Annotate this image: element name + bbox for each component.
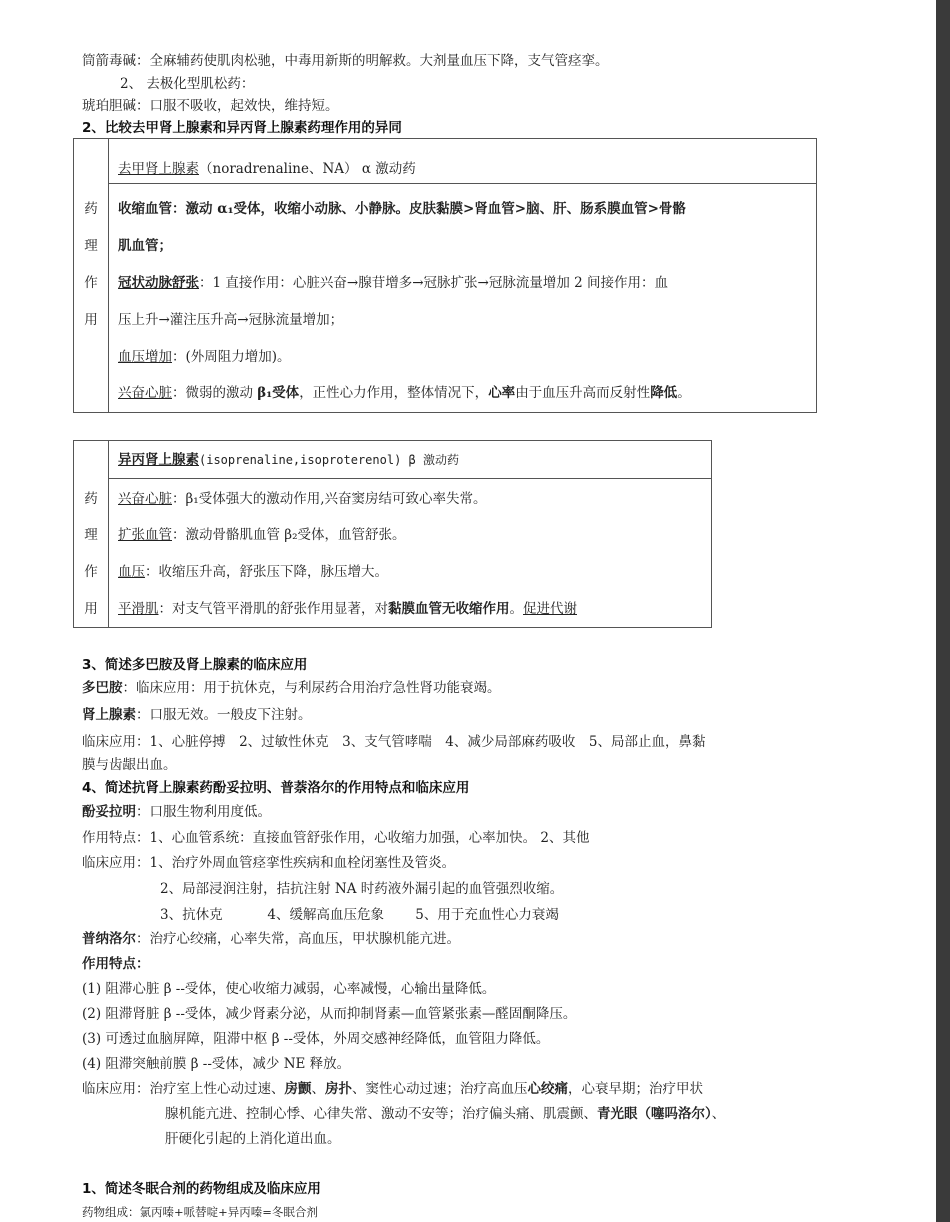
cell-text: ：收缩压升高，舒张压下降，脉压增大。 bbox=[145, 564, 388, 580]
text-line bbox=[82, 803, 271, 821]
table-cell bbox=[118, 384, 691, 402]
cell-label: 冠状动脉舒张 bbox=[118, 275, 199, 291]
table-cell: 收缩血管：激动 α₁受体，收缩小动脉、小静脉。皮肤黏膜>肾血管>脑、肝、肠系膜血管>骨骼 bbox=[118, 201, 686, 217]
text-line bbox=[82, 679, 501, 697]
section-heading: 4、简述抗肾上腺素药酚妥拉明、普萘洛尔的作用特点和临床应用 bbox=[82, 780, 470, 796]
table-divider bbox=[108, 478, 711, 479]
table-cell bbox=[118, 274, 668, 292]
term-text: ：治疗心绞痛，心率失常，高血压，甲状腺机能亢进。 bbox=[136, 931, 460, 947]
text-line: 琥珀胆碱：口服不吸收，起效快，维持短。 bbox=[82, 98, 339, 114]
term-label: 肾上腺素 bbox=[82, 707, 136, 723]
table-divider bbox=[108, 440, 109, 627]
text-run: 腺机能亢进、控制心悸、心律失常、激动不安等；治疗偏头痛、肌震颤、 bbox=[165, 1106, 597, 1122]
text-line: 临床应用：1、心脏停搏 2、过敏性休克 3、支气管哮喘 4、减少局部麻药吸收 5、局部止血，鼻黏 bbox=[82, 734, 706, 750]
cell-text: ：β₁受体强大的激动作用,兴奋窦房结可致心率失常。 bbox=[172, 491, 487, 507]
text-line: 筒箭毒碱：全麻辅药使肌肉松驰，中毒用新斯的明解救。大剂量血压下降，支气管痉挛。 bbox=[82, 53, 609, 69]
text-run: ，心衰早期；治疗甲状 bbox=[568, 1081, 703, 1097]
cell-label: 扩张血管 bbox=[118, 527, 172, 543]
text-run: 心绞痛 bbox=[527, 1081, 568, 1097]
drug-description: (isoprenaline,isoproterenol) β 激动药 bbox=[199, 453, 459, 467]
text-line: 膜与齿龈出血。 bbox=[82, 757, 177, 773]
cell-text: ：(外周阻力增加)。 bbox=[172, 349, 291, 365]
cell-label: 兴奋心脏 bbox=[118, 385, 172, 401]
side-label: 理 bbox=[84, 238, 98, 254]
term-text: ：临床应用：用于抗休克，与利尿药合用治疗急性肾功能衰竭。 bbox=[122, 680, 501, 696]
text-line bbox=[165, 1105, 725, 1123]
drug-name: 去甲肾上腺素 bbox=[118, 161, 199, 177]
text-line bbox=[82, 706, 312, 724]
drug-name: 异丙肾上腺素 bbox=[118, 452, 199, 468]
cell-label: 血压 bbox=[118, 564, 145, 580]
text-run: 房颤 bbox=[284, 1081, 312, 1097]
text-run: 青光眼（噻吗洛尔） bbox=[597, 1106, 712, 1122]
term-label: 普纳洛尔 bbox=[82, 931, 136, 947]
cell-text: ：微弱的激动 bbox=[172, 385, 258, 401]
side-label: 作 bbox=[84, 564, 98, 580]
subheading: 作用特点： bbox=[82, 956, 150, 972]
side-label: 作 bbox=[84, 275, 98, 291]
cell-text: 降低 bbox=[650, 385, 678, 401]
side-label: 用 bbox=[84, 312, 98, 328]
text-line: 肝硬化引起的上消化道出血。 bbox=[165, 1131, 341, 1147]
table-cell bbox=[118, 348, 291, 366]
table-cell: 肌血管； bbox=[118, 238, 172, 254]
table-cell bbox=[118, 563, 388, 581]
cell-label: 平滑肌 bbox=[118, 601, 159, 617]
list-item: (2) 阻滞肾脏 β --受体，减少肾素分泌，从而抑制肾素—血管紧张素—醛固酮降压。 bbox=[82, 1006, 577, 1022]
term-text: ：口服生物利用度低。 bbox=[136, 804, 271, 820]
list-item: (1) 阻滞心脏 β --受体，使心收缩力减弱，心率减慢，心输出量降低。 bbox=[82, 981, 496, 997]
table-divider bbox=[108, 138, 109, 412]
cell-text: 由于血压升高而反射性 bbox=[515, 385, 651, 401]
list-item: (3) 可透过血脑屏障，阻滞中枢 β --受体，外周交感神经降低，血管阻力降低。 bbox=[82, 1031, 550, 1047]
text-run: 临床应用：治疗室上性心动过速、 bbox=[82, 1081, 285, 1097]
text-line: 2、 去极化型肌松药： bbox=[120, 76, 255, 92]
cell-text: 。 bbox=[509, 601, 523, 617]
text-run: 房扑 bbox=[325, 1081, 352, 1097]
cell-text: β₁受体 bbox=[257, 385, 300, 401]
text-line: 2、局部浸润注射，拮抗注射 NA 时药液外漏引起的血管强烈收缩。 bbox=[160, 881, 564, 897]
drug-description: （noradrenaline、NA） α 激动药 bbox=[199, 161, 416, 177]
term-label: 多巴胺 bbox=[82, 680, 123, 696]
section-heading: 1、简述冬眠合剂的药物组成及临床应用 bbox=[82, 1181, 321, 1197]
table-cell bbox=[118, 490, 487, 508]
side-label: 理 bbox=[84, 527, 98, 543]
text-run: 、 bbox=[311, 1081, 325, 1097]
cell-text: ：1 直接作用：心脏兴奋→腺苷增多→冠脉扩张→冠脉流量增加 2 间接作用：血 bbox=[199, 275, 668, 291]
cell-text: ：激动骨骼肌血管 β₂受体，血管舒张。 bbox=[172, 527, 406, 543]
cell-label: 血压增加 bbox=[118, 349, 172, 365]
text-line: 临床应用：1、治疗外周血管痉挛性疾病和血栓闭塞性及管炎。 bbox=[82, 855, 456, 871]
table-cell: 压上升→灌注压升高→冠脉流量增加； bbox=[118, 312, 344, 328]
table-header bbox=[118, 451, 459, 469]
list-item: (4) 阻滞突触前膜 β --受体，减少 NE 释放。 bbox=[82, 1056, 351, 1072]
side-label: 药 bbox=[84, 201, 98, 217]
table-divider bbox=[108, 183, 816, 184]
table-header bbox=[118, 160, 416, 178]
text-line bbox=[82, 930, 460, 948]
term-text: ：口服无效。一般皮下注射。 bbox=[136, 707, 312, 723]
side-label: 用 bbox=[84, 601, 98, 617]
cell-text: 。 bbox=[677, 385, 691, 401]
text-line bbox=[82, 1080, 703, 1098]
term-label: 酚妥拉明 bbox=[82, 804, 136, 820]
text-line: 药物组成：氯丙嗪+哌替啶+异丙嗪=冬眠合剂 bbox=[82, 1205, 318, 1219]
section-heading: 2、比较去甲肾上腺素和异丙肾上腺素药理作用的异同 bbox=[82, 120, 402, 136]
text-line: 作用特点：1、心血管系统：直接血管舒张作用，心收缩力加强，心率加快。 2、其他 bbox=[82, 830, 590, 846]
page-edge-bar bbox=[936, 0, 950, 1222]
cell-text: 心率 bbox=[488, 385, 516, 401]
text-run: 、 bbox=[711, 1106, 726, 1122]
cell-text: 促进代谢 bbox=[523, 601, 577, 617]
table-cell bbox=[118, 600, 577, 618]
section-heading: 3、简述多巴胺及肾上腺素的临床应用 bbox=[82, 657, 308, 673]
text-run: 、窦性心动过速；治疗高血压 bbox=[352, 1081, 528, 1097]
side-label: 药 bbox=[84, 491, 98, 507]
cell-label: 兴奋心脏 bbox=[118, 491, 172, 507]
text-line: 3、抗休克 4、缓解高血压危象 5、用于充血性心力衰竭 bbox=[160, 907, 559, 923]
cell-text: 黏膜血管无收缩作用 bbox=[388, 601, 510, 617]
cell-text: ：对支气管平滑肌的舒张作用显著，对 bbox=[158, 601, 388, 617]
cell-text: ，正性心力作用，整体情况下， bbox=[299, 385, 489, 401]
table-cell bbox=[118, 526, 406, 544]
